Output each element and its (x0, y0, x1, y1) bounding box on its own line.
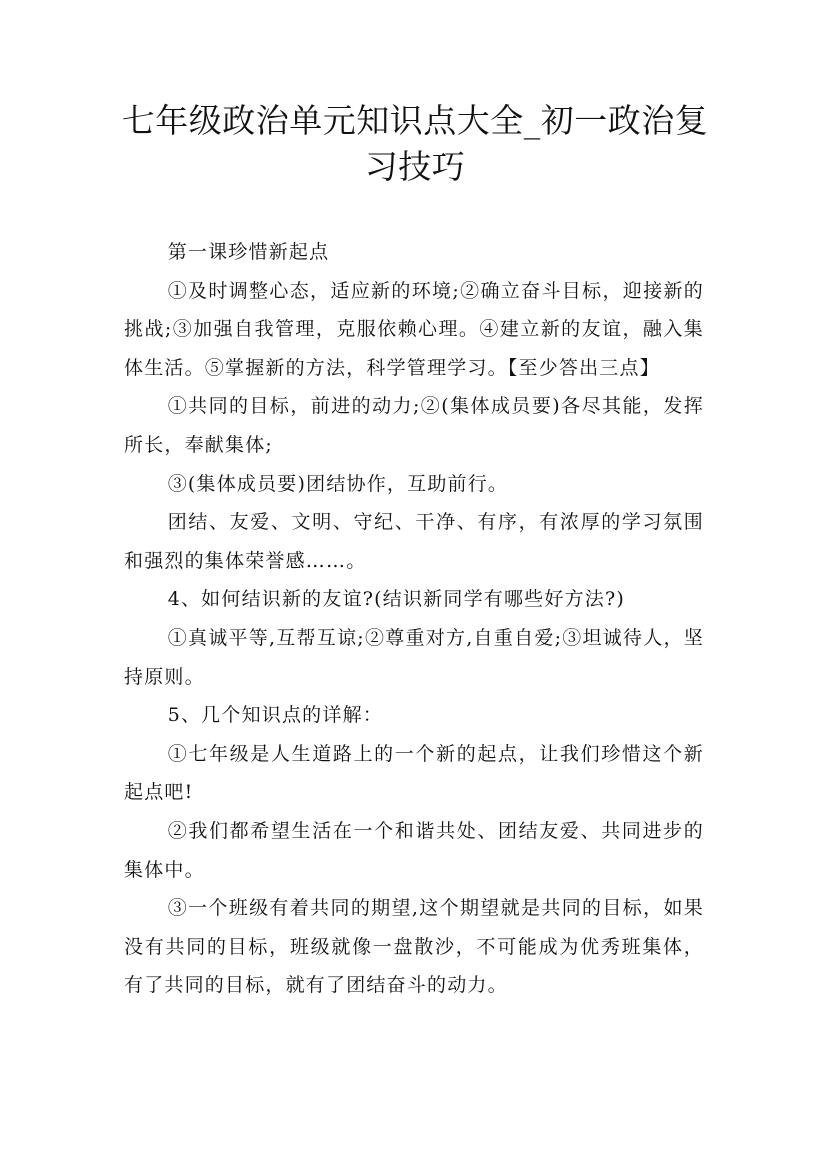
paragraph: ①及时调整心态，适应新的环境;②确立奋斗目标，迎接新的挑战;③加强自我管理，克服依赖心理。④建立新的友谊，融入集体生活。⑤掌握新的方法，科学管理学习。【至少答出三点】 (124, 279, 704, 379)
section-heading: 4、如何结识新的友谊?(结识新同学有哪些好方法?) (167, 588, 625, 611)
document-title: 七年级政治单元知识点大全_初一政治复习技巧 (121, 101, 709, 186)
section-heading: 5、几个知识点的详解： (167, 704, 383, 727)
paragraph: ③(集体成员要)团结协作，互助前行。 (167, 472, 509, 495)
document-body (124, 233, 704, 1005)
paragraph: ②我们都希望生活在一个和谐共处、团结友爱、共同进步的集体中。 (124, 819, 704, 881)
paragraph: 团结、友爱、文明、守纪、干净、有序，有浓厚的学习氛围和强烈的集体荣誉感……。 (124, 511, 704, 572)
paragraph: ①真诚平等,互帮互谅;②尊重对方,自重自爱;③坦诚待人，坚持原则。 (124, 626, 704, 688)
paragraph: ③一个班级有着共同的期望,这个期望就是共同的目标，如果没有共同的目标，班级就像一盘散沙，不可能成为优秀班集体，有了共同的目标，就有了团结奋斗的动力。 (124, 897, 704, 997)
paragraph: ①共同的目标，前进的动力;②(集体成员要)各尽其能，发挥所长，奉献集体; (124, 395, 704, 456)
paragraph: ①七年级是人生道路上的一个新的起点，让我们珍惜这个新起点吧! (124, 742, 704, 804)
section-heading: 第一课珍惜新起点 (167, 241, 330, 263)
